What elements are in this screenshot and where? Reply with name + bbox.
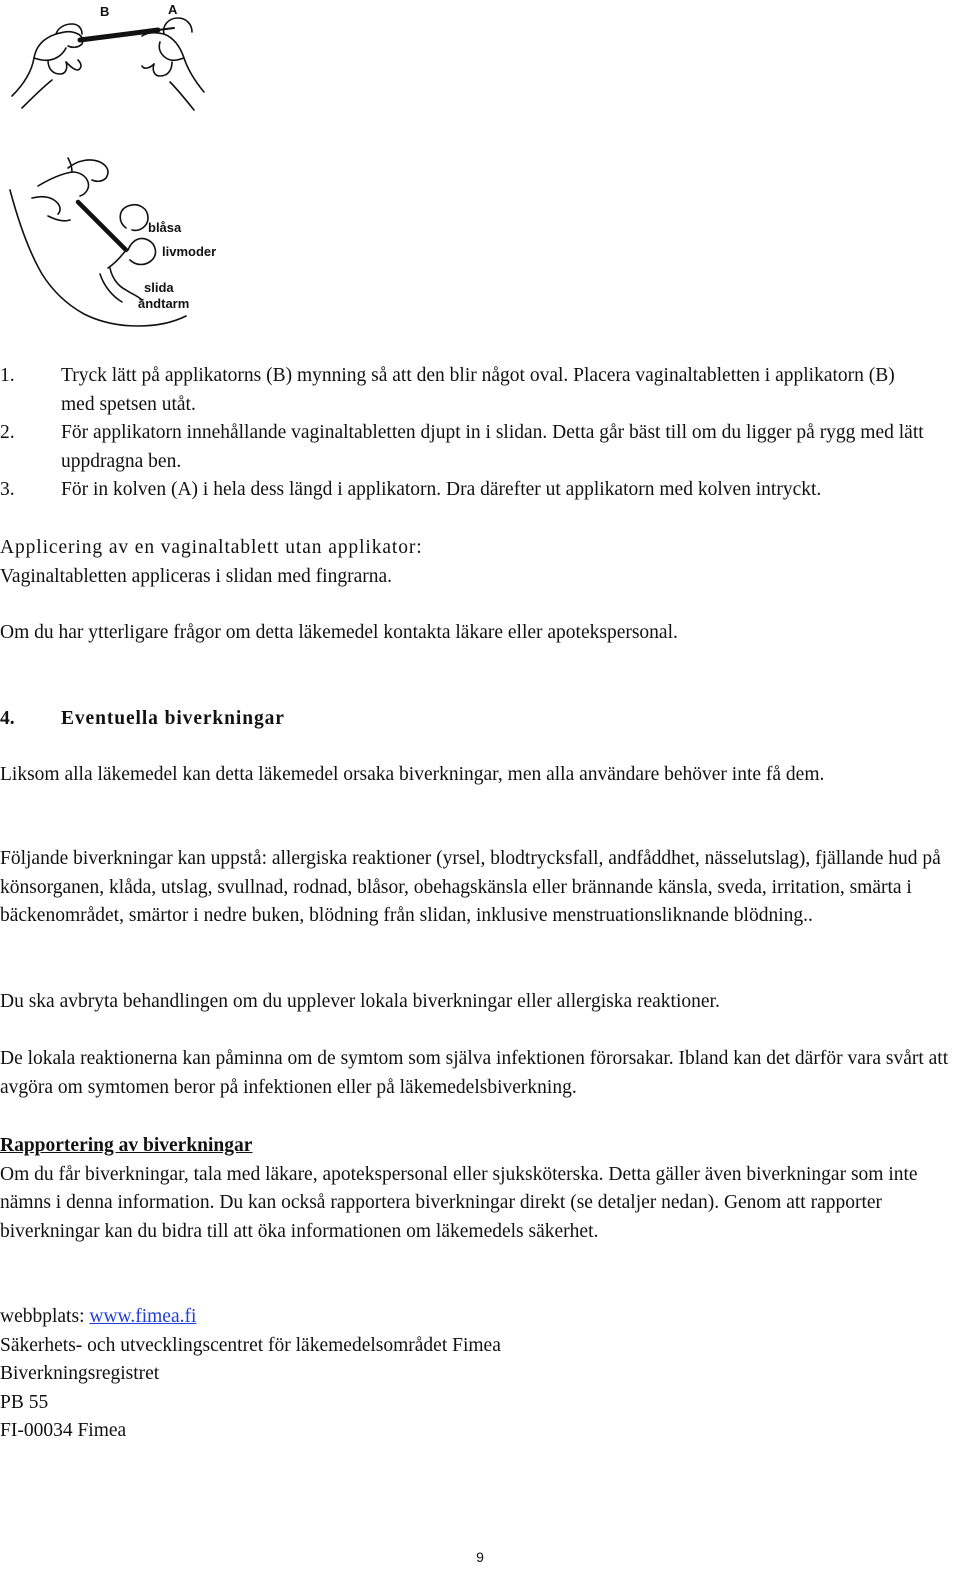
section-title: Eventuella biverkningar <box>61 708 285 729</box>
po-box: PB 55 <box>0 1391 49 1413</box>
applicator-hands-illustration <box>8 0 208 118</box>
label-b: B <box>100 4 110 19</box>
website-label: webbplats: <box>0 1306 85 1327</box>
reporting-heading: Rapportering av biverkningar <box>0 1135 253 1156</box>
side-effects-intro: Liksom alla läkemedel kan detta läkemedel orsaka biverkningar, men alla användare behöver inte få dem. <box>0 764 825 785</box>
registry-name: Biverkningsregistret <box>0 1363 160 1384</box>
anatomy-illustration <box>8 150 238 330</box>
side-effects-list: Följande biverkningar kan uppstå: allergiska reaktioner (yrsel, blodtrycksfall, andfåddhet, nässelutslag), fjällande hud på könsorganen, klåda, utslag, svullnad, rodnad, blåsor, obehagskänsla eller brännande känsla, sveda, irritation, smärta i bäckenområdet, smärtor i nedre buken, blödning från slidan, inklusive menstruationsliknande blödning.. <box>0 848 941 926</box>
reporting-section <box>0 1132 955 1246</box>
page-number: 9 <box>476 1549 484 1565</box>
section-number: 4. <box>0 708 15 729</box>
section-4-heading <box>0 705 955 734</box>
label-livmoder: livmoder <box>162 244 217 259</box>
label-andtarm: ändtarm <box>138 296 190 311</box>
step-number: 3. <box>0 479 15 500</box>
instruction-step <box>0 362 960 419</box>
organisation-name: Säkerhets- och utvecklingscentret för läkemedelsområdet Fimea <box>0 1334 501 1356</box>
step-number: 2. <box>0 422 15 443</box>
label-blasa: blåsa <box>148 220 182 235</box>
step-text: För applikatorn innehållande vaginaltabletten djupt in i slidan. Detta går bäst till om du ligger på rygg med lätt uppdragna ben. <box>61 422 924 472</box>
step-text: För in kolven (A) i hela dess längd i applikatorn. Dra därefter ut applikatorn med kolven intryckt. <box>61 479 822 500</box>
postal-address: FI-00034 Fimea <box>0 1420 127 1441</box>
step-number: 1. <box>0 365 15 386</box>
instruction-step <box>0 419 960 476</box>
no-applicator-title: Applicering av en vaginaltablett utan applikator: <box>0 537 423 558</box>
instruction-step <box>0 476 960 505</box>
contact-block <box>0 1303 955 1446</box>
reporting-text: Om du får biverkningar, tala med läkare, apotekspersonal eller sjuksköterska. Detta gäller även biverkningar som inte nämns i denna information. Du kan också rapportera biverkningar direkt (se detaljer nedan). Genom att rapporter biverkningar kan du bidra till att öka informationen om läkemedels säkerhet. <box>0 1163 918 1242</box>
instruction-steps <box>0 362 960 505</box>
website-link[interactable]: www.fimea.fi <box>89 1306 197 1327</box>
label-a: A <box>168 2 178 17</box>
no-applicator-section <box>0 534 955 591</box>
questions-paragraph: Om du har ytterligare frågor om detta läkemedel kontakta läkare eller apotekspersonal. <box>0 622 678 643</box>
website-line <box>0 1303 955 1332</box>
label-slida: slida <box>144 280 174 295</box>
step-text: Tryck lätt på applikatorns (B) mynning så att den blir något oval. Placera vaginaltabletten i applikatorn (B) med spetsen utåt. <box>61 365 895 415</box>
local-reactions-paragraph: De lokala reaktionerna kan påminna om de symtom som själva infektionen förorsakar. Ibland kan det därför vara svårt att avgöra om symtomen beror på infektionen eller på läkemedelsbiverkning. <box>0 1048 949 1098</box>
stop-treatment-paragraph: Du ska avbryta behandlingen om du upplever lokala biverkningar eller allergiska reaktioner. <box>0 991 720 1012</box>
no-applicator-text: Vaginaltabletten appliceras i slidan med fingrarna. <box>0 565 393 587</box>
